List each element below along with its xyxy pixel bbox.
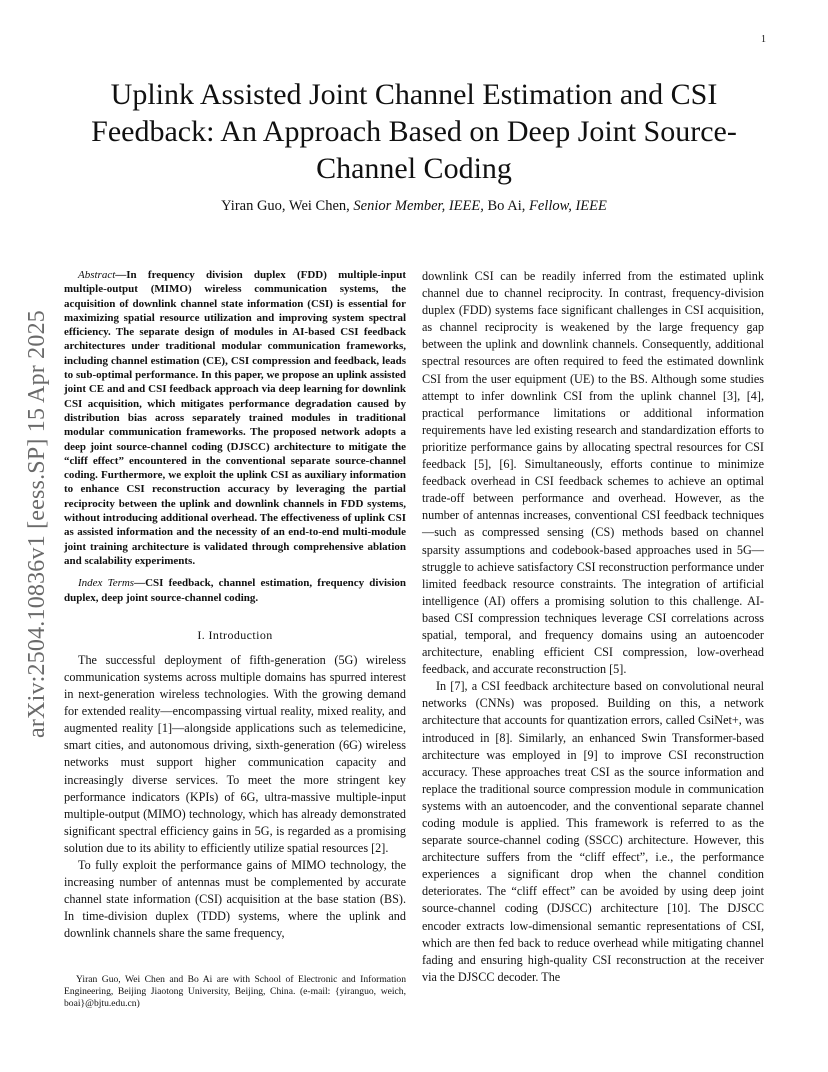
page-number: 1 xyxy=(761,34,766,45)
abstract xyxy=(64,268,406,568)
index-terms-text: —CSI feedback, channel estimation, frequency division duplex, deep joint source-channel coding. xyxy=(64,577,406,604)
right-column xyxy=(422,268,764,986)
author-membership-2: Fellow, IEEE xyxy=(529,198,607,214)
abstract-label: Abstract xyxy=(78,269,116,281)
arxiv-identifier: arXiv:2504.10836v1 [eess.SP] 15 Apr 2025 xyxy=(24,310,50,738)
affiliation-footnote xyxy=(64,974,406,1010)
footnote-text: Yiran Guo, Wei Chen and Bo Ai are with School of Electronic and Information Engineering, Beijing Jiaotong University, Beijing, China. (e-mail: {yiranguo, weich, boai}@bjtu.edu.cn) xyxy=(64,974,406,1009)
author-line xyxy=(60,198,768,215)
body-paragraph: downlink CSI can be readily inferred from the estimated uplink channel due to channel reciprocity. In contrast, frequency-division duplex (FDD) systems face significant challenges in CSI acquisition, as channel reciprocity is weakened by the large frequency gap between the uplink and downlink channels. Consequently, additional spectral resources are often required to feed the estimated downlink CSI from the user equipment (UE) to the BS. Although some studies attempt to infer downlink CSI from the uplink channel [3], [4], practical performance limitations or additional information requirements have led existing research and standardization efforts to prioritize performance gains by allocating spectral resources for CSI feedback [5], [6]. Simultaneously, efforts continue to minimize feedback overhead in CSI feedback schemes to achieve an optimal trade-off between performance and overhead. However, as the number of antennas increases, conventional CSI feedback techniques—such as compressed sensing (CS) methods based on channel sparsity assumptions and codebook-based approaches used in 5G—struggle to achieve satisfactory CSI reconstruction performance under limited feedback resource constraints. The integration of artificial intelligence (AI) offers a promising solution to this challenge. AI-based CSI compression techniques leverage CSI correlations across spatial, temporal, and frequency domains using an autoencoder architecture, enabling efficient CSI compression, low-overhead feedback, and accurate reconstruction [5]. xyxy=(422,269,764,677)
section-heading: I. Introduction xyxy=(197,627,273,642)
body-paragraph: In [7], a CSI feedback architecture based on convolutional neural networks (CNNs) was proposed. Building on this, a network architecture that accounts for quantization errors, called CsiNet+, was introduced in [8]. Similarly, an enhanced Swin Transformer-based architecture was employed in [9] to improve CSI reconstruction accuracy. These approaches treat CSI as the source information and replace the traditional source compression module in communication systems with an autoencoder, and the conventional separate channel coding module is applied. This framework is referred to as the separate source-channel coding (SSCC) architecture. However, this architecture suffers from the “cliff effect”, i.e., the performance experiences a significant drop when the channel condition deteriorates. The “cliff effect” can be avoided by using deep joint source-channel coding (DJSCC) architecture [10]. The DJSCC encoder extracts low-dimensional semantic representations of CSI, which are then fed back to reduce overhead while mitigating channel fading and ensuring high-quality CSI reconstruction at the receiver via the DJSCC decoder. The xyxy=(422,679,764,984)
abstract-text: —In frequency division duplex (FDD) multiple-input multiple-output (MIMO) wireless communication systems, the acquisition of downlink channel state information (CSI) is essential for maximizing spatial resource utilization and improving system spectral efficiency. The separate design of modules in AI-based CSI feedback architectures under traditional modular communication frameworks, including channel estimation (CE), CSI compression and feedback, leads to sub-optimal performance. In this paper, we propose an uplink assisted joint CE and and CSI feedback approach via deep learning for downlink CSI acquisition, which mitigates performance degradation caused by distribution bias across separately trained modules in traditional modular communication frameworks. The proposed network adopts a deep joint source-channel coding (DJSCC) architecture to mitigate the “cliff effect” encountered in the conventional separate source-channel coding. Furthermore, we exploit the uplink CSI as auxiliary information to enhance CSI reconstruction accuracy by leveraging the partial reciprocity between the uplink and downlink channels in FDD systems, without introducing additional overhead. The effectiveness of uplink CSI as assisted information and the necessity of an end-to-end multi-module joint training architecture is validated through comprehensive ablation and scalability experiments. xyxy=(64,269,406,567)
author-names-2: Bo Ai, xyxy=(483,198,529,214)
body-paragraph: The successful deployment of fifth-generation (5G) wireless communication systems across multiple domains has spurred interest in next-generation wireless technologies. With the growing demand for extended reality—encompassing virtual reality, mixed reality, and augmented reality [1]—alongside applications such as telemedicine, smart cities, and autonomous driving, sixth-generation (6G) wireless networks must support higher communication capacity and increasingly diverse services. To meet the more stringent key performance indicators (KPIs) of 6G, ultra-massive multiple-input multiple-output (MIMO) technology, which has already demonstrated significant spectral efficiency gains in 5G, is regarded as a promising solution due to its ability to efficiently utilize spatial resources [2]. xyxy=(64,652,406,855)
arxiv-stamp xyxy=(18,260,54,740)
index-terms-label: Index Terms xyxy=(78,577,135,590)
author-membership-1: Senior Member, IEEE, xyxy=(353,198,484,214)
author-names-1: Yiran Guo, Wei Chen, xyxy=(221,198,354,214)
body-paragraph: To fully exploit the performance gains of MIMO technology, the increasing number of antennas must be complemented by accurate channel state information (CSI) acquisition at the base station (BS). In time-division duplex (TDD) systems, where the uplink and downlink channels share the same frequency, xyxy=(64,858,406,941)
paper-title: Uplink Assisted Joint Channel Estimation and CSI Feedback: An Approach Based on Deep Joint Source-Channel Coding xyxy=(91,78,737,185)
left-column xyxy=(64,268,406,943)
index-terms xyxy=(64,576,406,605)
